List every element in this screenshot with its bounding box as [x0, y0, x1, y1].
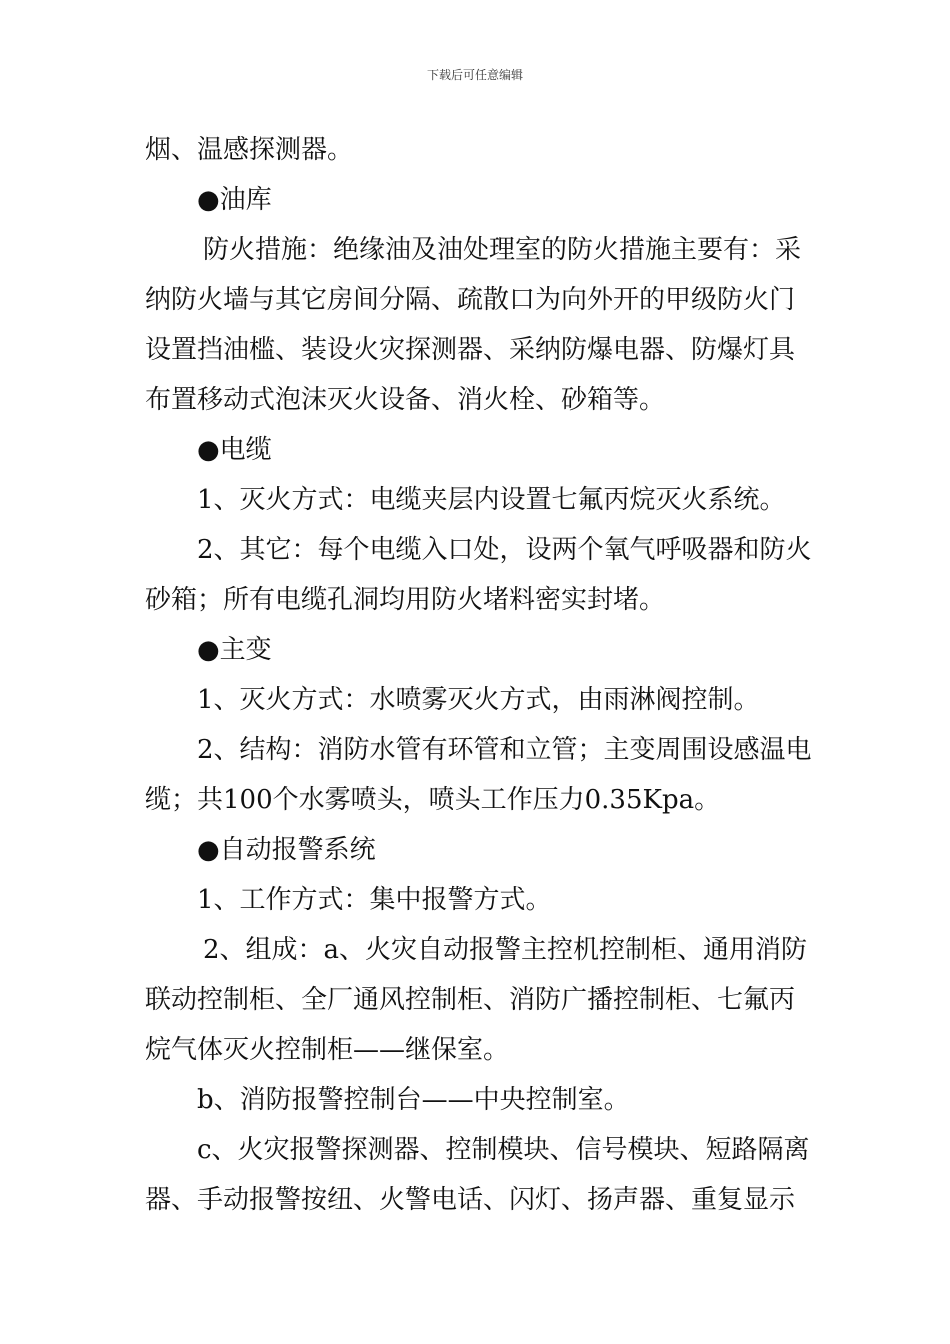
document-body — [145, 125, 810, 1225]
text-line: 器、手动报警按纽、火警电话、闪灯、扬声器、重复显示 — [145, 1185, 796, 1215]
page-header: 下载后可任意编辑 — [426, 68, 523, 82]
text-line: 1、灭火方式：电缆夹层内设置七氟丙烷灭火系统。 — [197, 485, 786, 515]
text-line: 砂箱；所有电缆孔洞均用防火堵料密实封堵。 — [145, 585, 666, 615]
section-heading-oil-depot: ●油库 — [197, 185, 272, 215]
text-line: 联动控制柜、全厂通风控制柜、消防广播控制柜、七氟丙 — [145, 985, 796, 1015]
text-line: 1、灭火方式：水喷雾灭火方式，由雨淋阀控制。 — [197, 685, 760, 715]
section-heading-auto-alarm: ●自动报警系统 — [197, 835, 376, 865]
text-line: 2、结构：消防水管有环管和立管；主变周围设感温电 — [197, 735, 812, 765]
text-line: 设置挡油槛、装设火灾探测器、采纳防爆电器、防爆灯具 — [145, 335, 796, 365]
text-line: 2、其它：每个电缆入口处，设两个氧气呼吸器和防火 — [197, 535, 812, 565]
text-line: 1、工作方式：集中报警方式。 — [197, 885, 552, 915]
text-line: 纳防火墙与其它房间分隔、疏散口为向外开的甲级防火门 — [145, 285, 796, 315]
text-line: c、火灾报警探测器、控制模块、信号模块、短路隔离 — [197, 1135, 810, 1165]
text-line: 烷气体灭火控制柜——继保室。 — [145, 1035, 510, 1065]
text-line: 烟、温感探测器。 — [145, 135, 354, 165]
text-line: 缆；共100个水雾喷头，喷头工作压力0.35Kpa。 — [145, 785, 721, 815]
text-line: b、消防报警控制台——中央控制室。 — [197, 1085, 630, 1115]
text-line: 2、组成：a、火灾自动报警主控机控制柜、通用消防 — [203, 935, 808, 965]
section-heading-main-transformer: ●主变 — [197, 635, 272, 665]
text-line: 布置移动式泡沫灭火设备、消火栓、砂箱等。 — [145, 385, 666, 415]
text-line: 防火措施：绝缘油及油处理室的防火措施主要有：采 — [203, 235, 802, 265]
section-heading-cable: ●电缆 — [197, 435, 272, 465]
